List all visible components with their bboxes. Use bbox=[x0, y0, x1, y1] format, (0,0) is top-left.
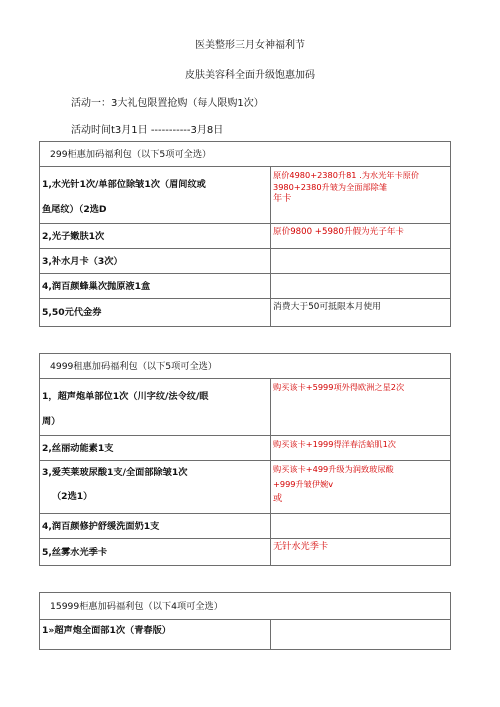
activity-time: 活动时间t3月1日 -----------3月8日 bbox=[71, 125, 224, 136]
package-table-299 bbox=[39, 141, 451, 327]
price-note-cell bbox=[271, 514, 451, 539]
price-note-cell: 原价4980+2380升81 .为水光年卡原价 3980+2380升皱为全面部除雏 年卡 bbox=[271, 167, 451, 224]
document-subtitle: 皮肤美容科全面升级饱惠加码 bbox=[185, 70, 315, 81]
price-note-cell bbox=[271, 620, 451, 650]
table-row bbox=[40, 299, 451, 327]
price-note-cell: 购买该卡+499升级为润致玻尿酸 +999升皱伊婉v 或 bbox=[271, 461, 451, 514]
price-note-cell: 购买该卡+5999项外得欧洲之星2次 bbox=[271, 379, 451, 436]
table-row bbox=[40, 514, 451, 539]
item-cell: 5,丝雾水光季卡 bbox=[40, 539, 271, 566]
table-row bbox=[40, 379, 451, 436]
price-note-cell bbox=[271, 274, 451, 299]
table-row bbox=[40, 249, 451, 274]
item-cell: 1，超声炮单部位1次（川字纹/法令纹/眼 周） bbox=[40, 379, 271, 436]
table-row bbox=[40, 620, 451, 650]
item-cell: 1»超声炮全面部1次（青春版） bbox=[40, 620, 271, 650]
activity-description: 活动一：3大礼包限置抢购（每人限购1次） bbox=[71, 98, 264, 109]
table-row bbox=[40, 224, 451, 249]
table-row bbox=[40, 274, 451, 299]
package-header: 299柜惠加码福利包（以下5项可全选） bbox=[40, 142, 451, 167]
item-cell: 1,水光针1次/单部位除皱1次（眉间纹或 鱼尾纹）（2选D bbox=[40, 167, 271, 224]
item-cell: 3,爱芙莱玻尿酸1支/全面部除皱1次 （2选1） bbox=[40, 461, 271, 514]
item-cell: 2,光子嫩肤1次 bbox=[40, 224, 271, 249]
package-header: 4999租惠加码福利包（以下5项可全选） bbox=[40, 354, 451, 379]
table-row bbox=[40, 167, 451, 224]
price-note-cell: 原价9800 +5980升假为光子年卡 bbox=[271, 224, 451, 249]
package-table-4999 bbox=[39, 353, 451, 566]
table-row bbox=[40, 436, 451, 461]
package-table-15999 bbox=[39, 592, 451, 650]
table-row bbox=[40, 461, 451, 514]
document-title: 医美整形三月女神福利节 bbox=[195, 40, 305, 51]
item-cell: 3,补水月卡（3次） bbox=[40, 249, 271, 274]
table-row bbox=[40, 539, 451, 566]
item-cell: 4,润百颜修护舒缓洗面奶1支 bbox=[40, 514, 271, 539]
item-cell: 5,50元代金券 bbox=[40, 299, 271, 327]
item-cell: 2,丝丽动能素1支 bbox=[40, 436, 271, 461]
price-note-cell: 无针水光季卡 bbox=[271, 539, 451, 566]
price-note-cell: 购买该卡+1999得洋春活蛤肌1次 bbox=[271, 436, 451, 461]
price-note-cell bbox=[271, 249, 451, 274]
package-header: 15999柜惠加码福利包（以下4项可全选） bbox=[40, 593, 451, 620]
item-cell: 4,润百颜蜂巢次抛原液1盒 bbox=[40, 274, 271, 299]
price-note-cell: 消费大于50可抵限本月使用 bbox=[271, 299, 451, 327]
